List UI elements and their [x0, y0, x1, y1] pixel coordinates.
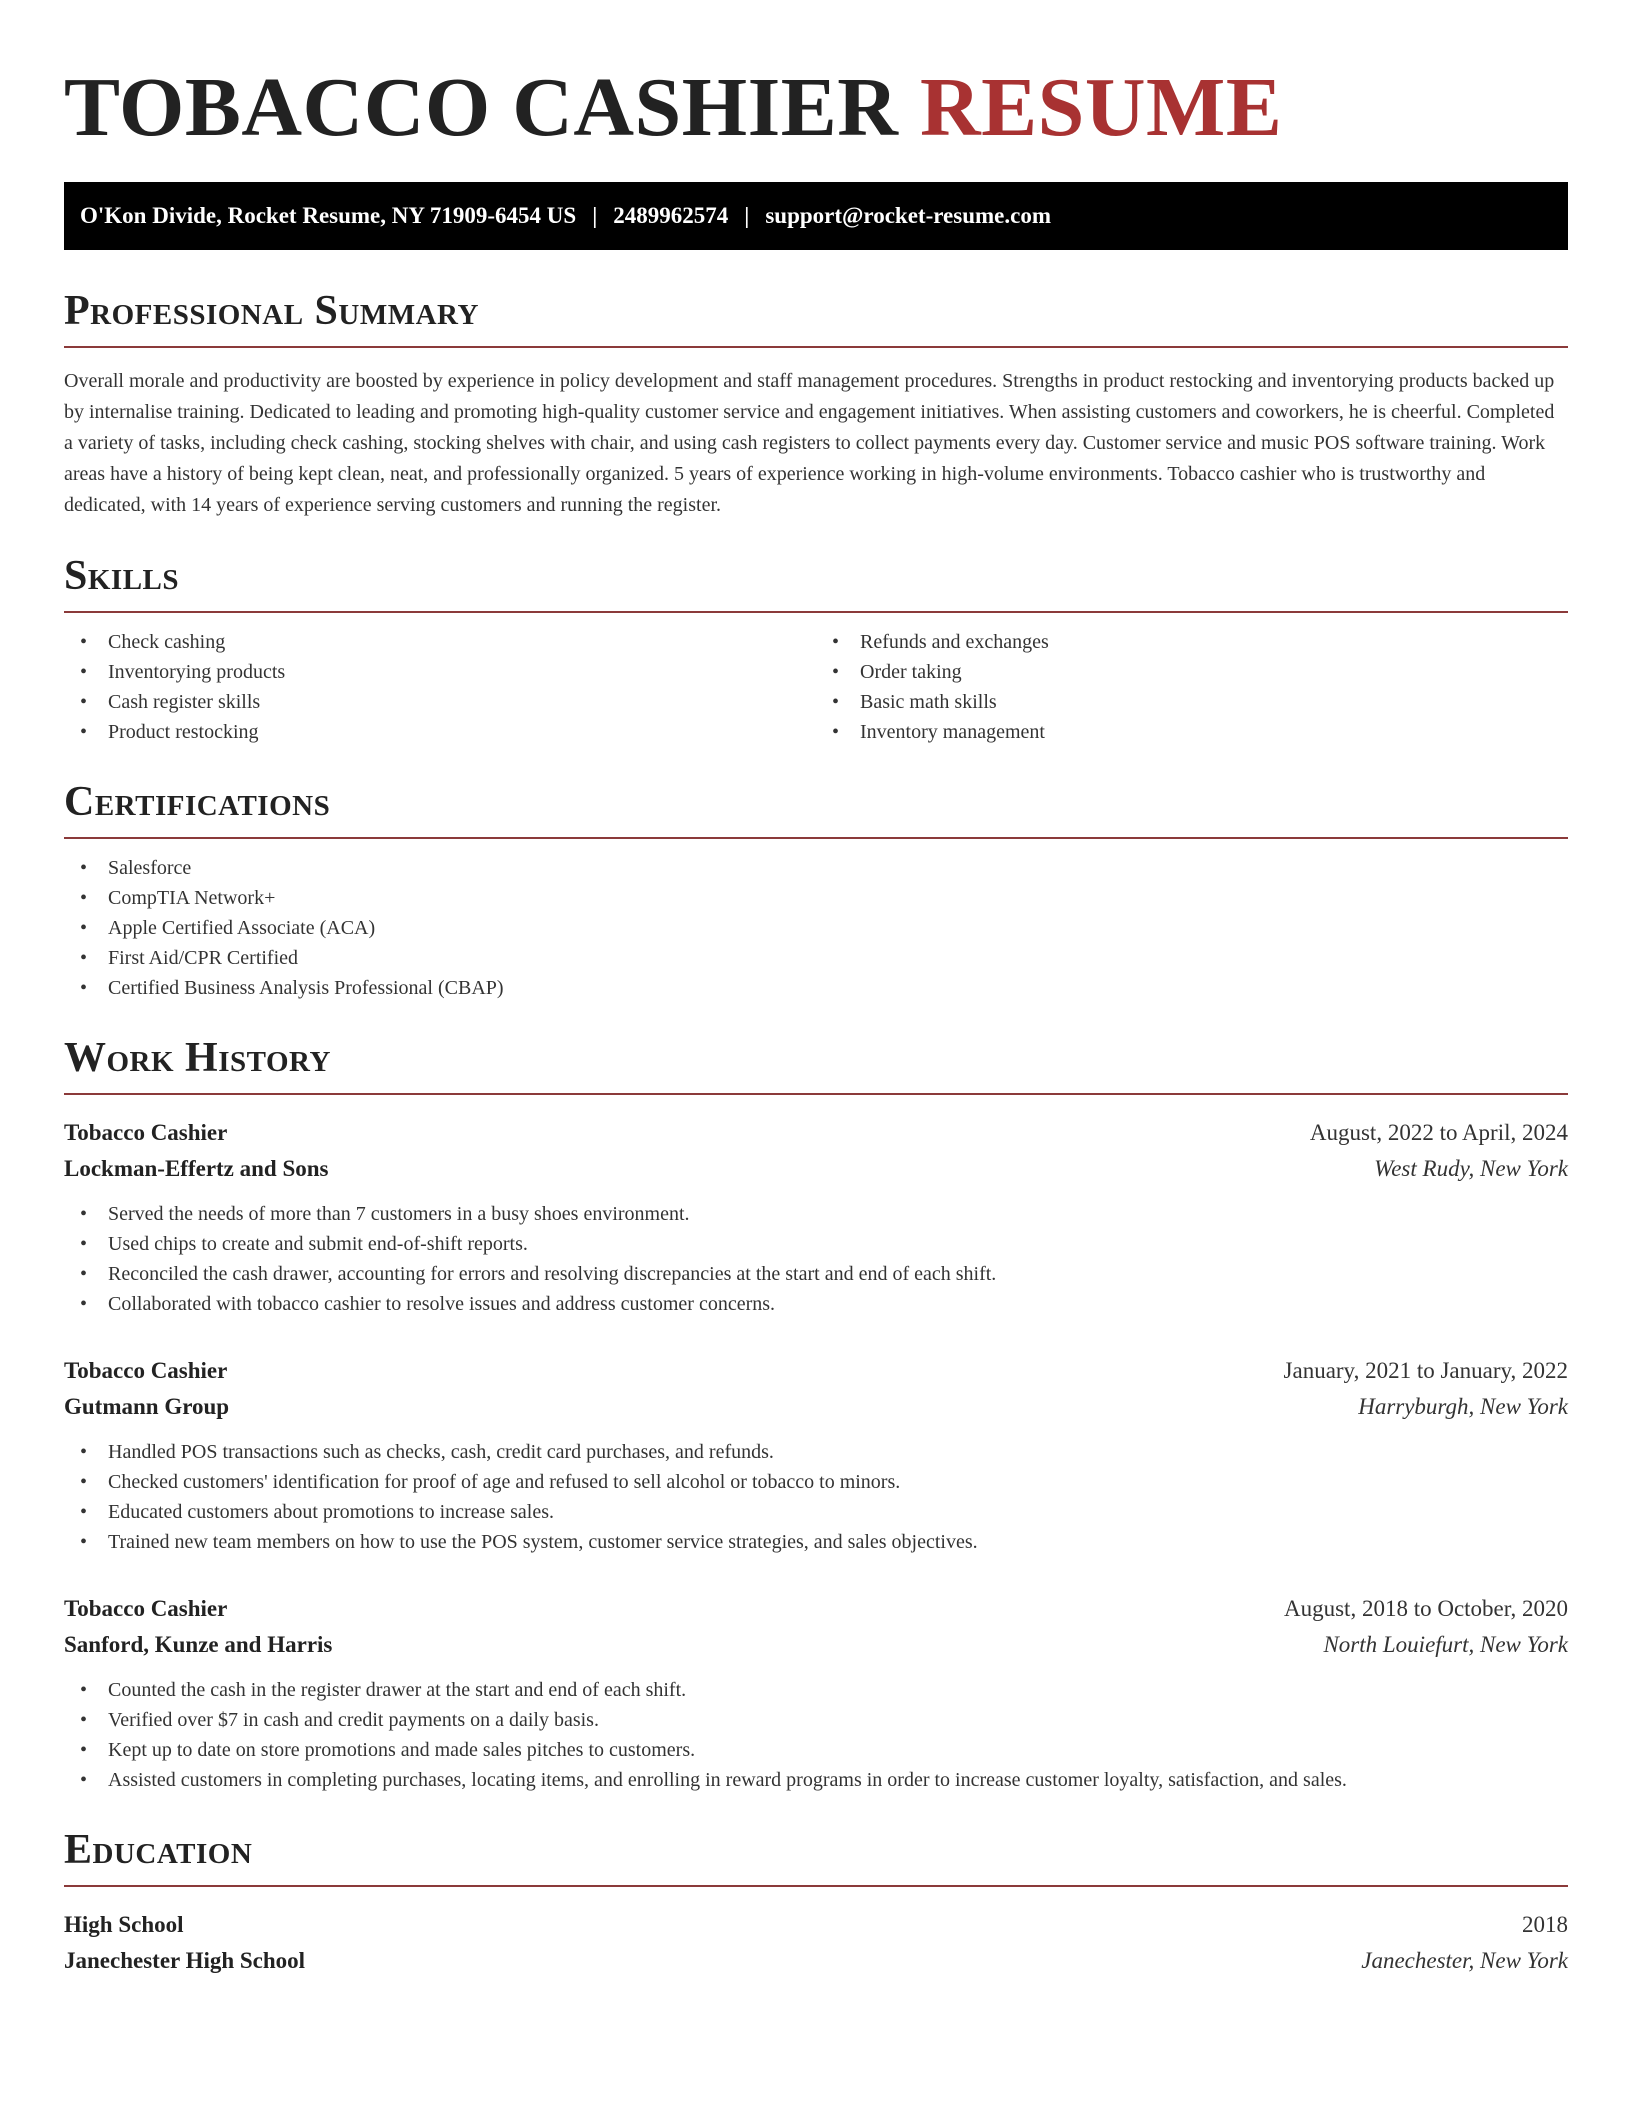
education-degree-row	[64, 1907, 1568, 1943]
job-location: Harryburgh, New York	[1358, 1394, 1568, 1419]
skill-item: • Order taking	[816, 657, 1568, 687]
job-duty: • Verified over $7 in cash and credit payments on a daily basis.	[64, 1705, 1568, 1735]
skills-grid	[64, 613, 1568, 747]
skill-item: • Cash register skills	[64, 687, 816, 717]
job-duty: • Trained new team members on how to use the POS system, customer service strategies, and sales objectives.	[64, 1527, 1568, 1557]
job-dates: August, 2022 to April, 2024	[1309, 1120, 1568, 1145]
job-duties-list	[64, 1437, 1568, 1557]
work-history-heading: Work History	[64, 1037, 1568, 1095]
certifications-heading: Certifications	[64, 781, 1568, 839]
job-title: Tobacco Cashier	[64, 1358, 228, 1383]
job-company: Sanford, Kunze and Harris	[64, 1632, 333, 1657]
job-duty: • Assisted customers in completing purchases, locating items, and enrolling in reward programs in order to increase customer loyalty, satisfaction, and sales.	[64, 1765, 1568, 1795]
title-accent: RESUME	[919, 61, 1283, 154]
education-heading: Education	[64, 1829, 1568, 1887]
certifications-list	[64, 853, 1568, 1003]
job-title: Tobacco Cashier	[64, 1596, 228, 1621]
skill-item: • Product restocking	[64, 717, 816, 747]
skill-item: • Inventorying products	[64, 657, 816, 687]
job-header-row	[64, 1353, 1568, 1389]
job-entry	[64, 1353, 1568, 1557]
job-employer-row	[64, 1389, 1568, 1425]
job-duties-list	[64, 1675, 1568, 1795]
title-main: TOBACCO CASHIER	[64, 61, 899, 154]
certifications-section	[64, 781, 1568, 1003]
certification-item: • Certified Business Analysis Professional (CBAP)	[64, 973, 1568, 1003]
education-school: Janechester High School	[64, 1948, 306, 1973]
education-school-row	[64, 1943, 1568, 1979]
education-location: Janechester, New York	[1361, 1948, 1568, 1973]
certification-item: • Apple Certified Associate (ACA)	[64, 913, 1568, 943]
job-entry	[64, 1591, 1568, 1795]
job-location: West Rudy, New York	[1374, 1156, 1568, 1181]
job-duty: • Counted the cash in the register drawer at the start and end of each shift.	[64, 1675, 1568, 1705]
job-duties-list	[64, 1199, 1568, 1319]
resume-title	[64, 61, 1568, 154]
skills-list-left	[64, 627, 816, 747]
contact-bar	[64, 182, 1568, 250]
job-duty: • Collaborated with tobacco cashier to resolve issues and address customer concerns.	[64, 1289, 1568, 1319]
job-header-row	[64, 1591, 1568, 1627]
job-dates: January, 2021 to January, 2022	[1283, 1358, 1568, 1383]
education-year: 2018	[1522, 1912, 1568, 1937]
skill-item: • Refunds and exchanges	[816, 627, 1568, 657]
certification-item: • CompTIA Network+	[64, 883, 1568, 913]
job-employer-row	[64, 1627, 1568, 1663]
summary-text: Overall morale and productivity are boosted by experience in policy development and staff management procedures. Strengths in product restocking and inventorying products backed up by internalise training. Dedicated to leading and promoting high-quality customer service and engagement initiatives. When assisting customers and coworkers, he is cheerful. Completed a variety of tasks, including check cashing, stocking shelves with chair, and using cash registers to collect payments every day. Customer service and music POS software training. Work areas have a history of being kept clean, neat, and professionally organized. 5 years of experience working in high-volume environments. Tobacco cashier who is trustworthy and dedicated, with 14 years of experience serving customers and running the register.	[64, 370, 1555, 516]
job-title: Tobacco Cashier	[64, 1120, 228, 1145]
job-header-row	[64, 1115, 1568, 1151]
certification-item: • First Aid/CPR Certified	[64, 943, 1568, 973]
job-dates: August, 2018 to October, 2020	[1284, 1596, 1568, 1621]
job-company: Gutmann Group	[64, 1394, 230, 1419]
job-employer-row	[64, 1151, 1568, 1187]
summary-section	[64, 290, 1568, 521]
education-degree: High School	[64, 1912, 184, 1937]
skill-item: • Inventory management	[816, 717, 1568, 747]
job-entry	[64, 1115, 1568, 1319]
job-duty: • Used chips to create and submit end-of-shift reports.	[64, 1229, 1568, 1259]
contact-separator: |	[744, 203, 750, 228]
skills-section	[64, 555, 1568, 747]
contact-address: O'Kon Divide, Rocket Resume, NY 71909-6454 US	[80, 203, 577, 228]
skill-item: • Check cashing	[64, 627, 816, 657]
contact-separator: |	[592, 203, 598, 228]
contact-phone: 2489962574	[613, 203, 729, 228]
skills-heading: Skills	[64, 555, 1568, 613]
education-section	[64, 1829, 1568, 1979]
education-entry	[64, 1907, 1568, 1979]
job-company: Lockman-Effertz and Sons	[64, 1156, 329, 1181]
job-duty: • Served the needs of more than 7 customers in a busy shoes environment.	[64, 1199, 1568, 1229]
contact-email: support@rocket-resume.com	[765, 203, 1051, 228]
certification-item: • Salesforce	[64, 853, 1568, 883]
job-location: North Louiefurt, New York	[1323, 1632, 1568, 1657]
job-duty: • Kept up to date on store promotions and made sales pitches to customers.	[64, 1735, 1568, 1765]
job-duty: • Handled POS transactions such as checks, cash, credit card purchases, and refunds.	[64, 1437, 1568, 1467]
job-duty: • Reconciled the cash drawer, accounting for errors and resolving discrepancies at the start and end of each shift.	[64, 1259, 1568, 1289]
work-history-section	[64, 1037, 1568, 1795]
job-duty: • Educated customers about promotions to increase sales.	[64, 1497, 1568, 1527]
skills-list-right	[816, 627, 1568, 747]
skill-item: • Basic math skills	[816, 687, 1568, 717]
summary-heading: Professional Summary	[64, 290, 1568, 348]
job-duty: • Checked customers' identification for proof of age and refused to sell alcohol or tobacco to minors.	[64, 1467, 1568, 1497]
